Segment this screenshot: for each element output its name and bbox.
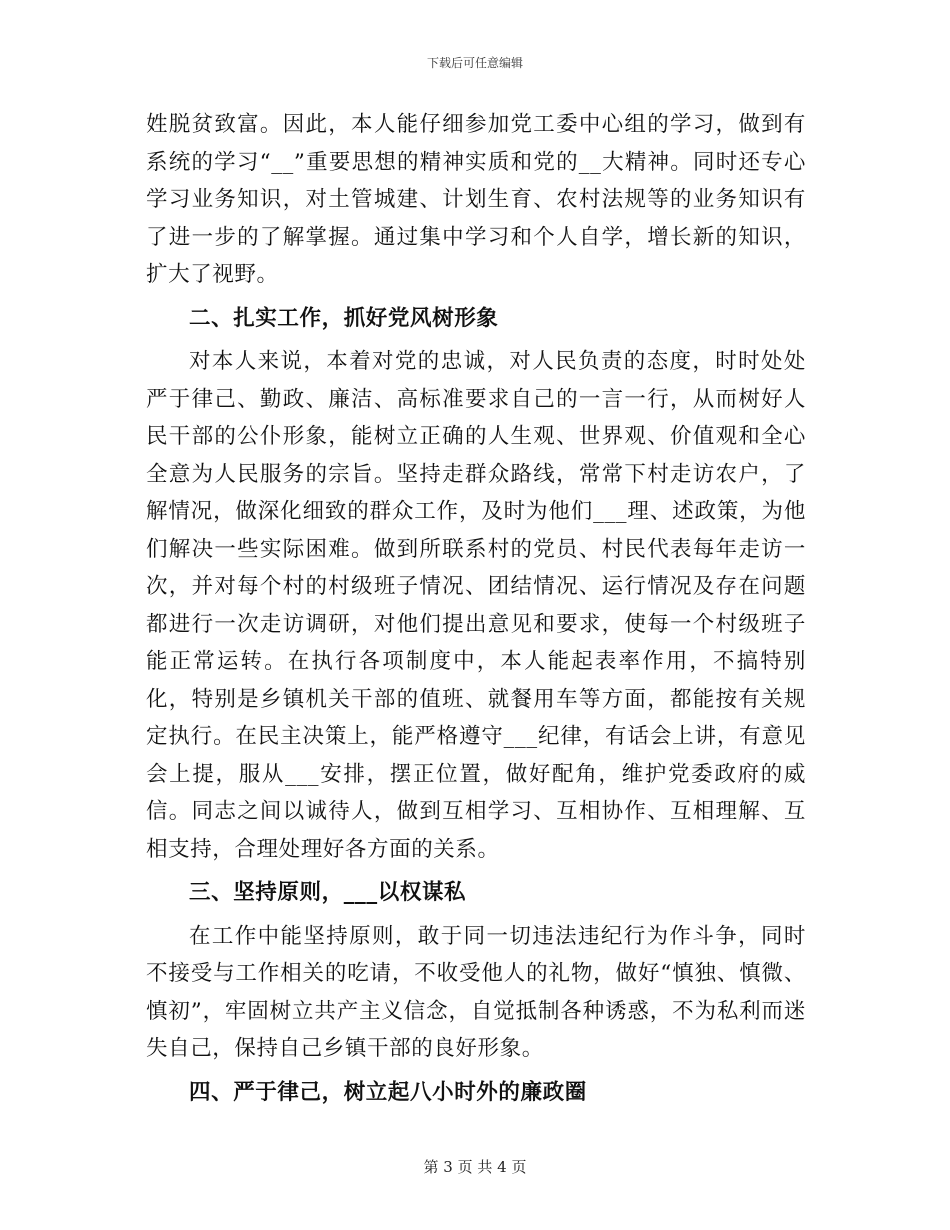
paragraph-section-2: 对本人来说，本着对党的忠诚，对人民负责的态度，时时处处严于律己、勤政、廉洁、高标准要求自己的一言一行，从而树好人民干部的公仆形象，能树立正确的人生观、世界观、价值观和全心全意为人民服务的宗旨。坚持走群众路线，常常下村走访农户，了解情况，做深化细致的群众工作，及时为他们___理、述政策，为他们解决一些实际困难。做到所联系村的党员、村民代表每年走访一次，并对每个村的村级班子情况、团结情况、运行情况及存在问题都进行一次走访调研，对他们提出意见和要求，使每一个村级班子能正常运转。在执行各项制度中，本人能起表率作用，不搞特别化，特别是乡镇机关干部的值班、就餐用车等方面，都能按有关规定执行。在民主决策上，能严格遵守___纪律，有话会上讲，有意见会上提，服从___安排，摆正位置，做好配角，维护党委政府的威信。同志之间以诚待人，做到互相学习、互相协作、互相理解、互相支持，合理处理好各方面的关系。 bbox=[146, 349, 806, 862]
document-body bbox=[146, 106, 806, 1117]
page-number: 第 3 页 共 4 页 bbox=[423, 1158, 527, 1176]
section-heading-4: 四、严于律己，树立起八小时外的廉政圈 bbox=[189, 1079, 587, 1105]
paragraph-continuation: 姓脱贫致富。因此，本人能仔细参加党工委中心组的学习，做到有系统的学习“__”重要思想的精神实质和党的__大精神。同时还专心学习业务知识，对土管城建、计划生育、农村法规等的业务知识有了进一步的了解掌握。通过集中学习和个人自学，增长新的知识，扩大了视野。 bbox=[146, 112, 806, 287]
paragraph-section-3: 在工作中能坚持原则，敢于同一切违法违纪行为作斗争，同时不接受与工作相关的吃请，不收受他人的礼物，做好“慎独、慎微、慎初”，牢固树立共产主义信念，自觉抵制各种诱惑，不为私利而迷失自己，保持自己乡镇干部的良好形象。 bbox=[146, 923, 806, 1061]
section-heading-2: 二、扎实工作，抓好党风树形象 bbox=[189, 305, 499, 331]
page-header-note: 下载后可任意编辑 bbox=[426, 56, 523, 70]
section-heading-3: 三、坚持原则，___以权谋私 bbox=[189, 880, 467, 905]
